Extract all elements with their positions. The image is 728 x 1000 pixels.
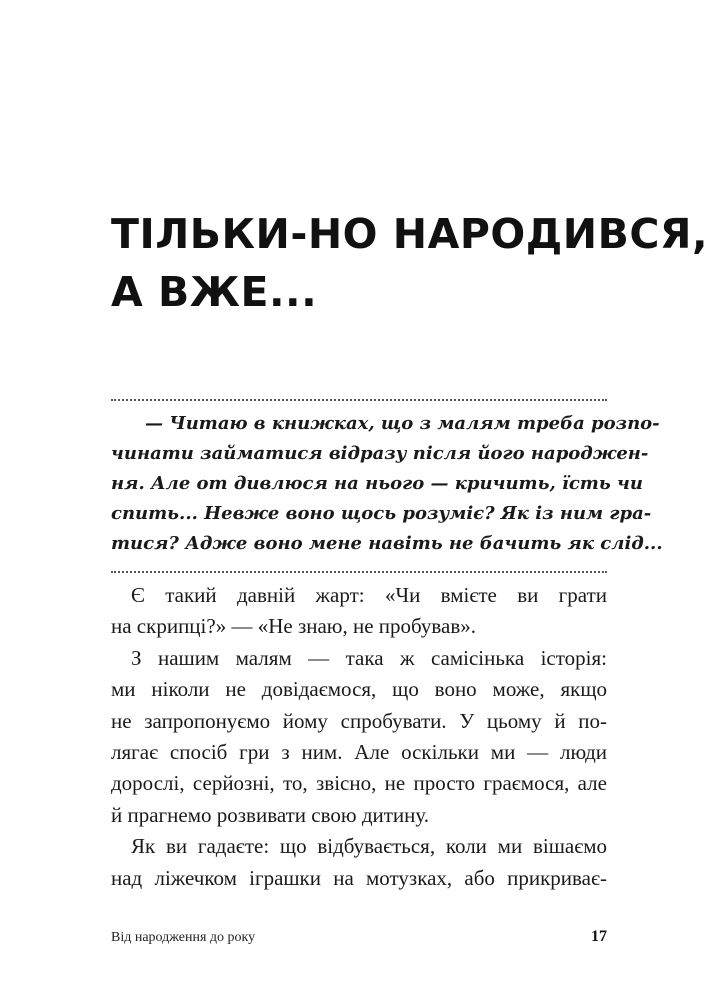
- epigraph-line: спить... Невже воно щось розуміє? Як із ним гра-: [111, 503, 652, 524]
- epigraph-line: ня. Але от дивлюся на нього — кричить, їсть чи: [111, 473, 643, 494]
- chapter-title-line: ТІЛЬКИ-НО НАРОДИВСЯ,: [111, 210, 709, 258]
- epigraph-line: чинати займатися відразу після його народжен-: [111, 443, 649, 464]
- body-text: [111, 580, 607, 894]
- epigraph-top-divider: [111, 399, 607, 401]
- body-line: дорослі, серйозні, то, звісно, не просто граємося, але: [111, 771, 607, 796]
- body-line: З нашим малям — така ж самісінька історія:: [131, 645, 607, 670]
- body-line: ми ніколи не довідаємося, що воно може, якщо: [111, 677, 607, 702]
- body-line: на скрипці?» — «Не знаю, не пробував».: [111, 614, 477, 639]
- body-line: над ліжечком іграшки на мотузках, або прикриває-: [111, 865, 607, 890]
- body-line: не запропонуємо йому спробувати. У цьому й по-: [111, 708, 607, 733]
- body-line: Як ви гадаєте: що відбувається, коли ми вішаємо: [131, 834, 607, 859]
- epigraph-line: тися? Адже воно мене навіть не бачить як слід...: [111, 533, 663, 554]
- epigraph-quote: [111, 409, 663, 559]
- running-title: Від народження до року: [111, 930, 256, 945]
- chapter-title-line: А ВЖЕ...: [111, 268, 318, 316]
- chapter-title: [111, 205, 709, 321]
- epigraph-bottom-divider: [111, 571, 607, 573]
- body-line: лягає спосіб гри з ним. Але оскільки ми — люди: [111, 740, 607, 765]
- page-number: 17: [591, 928, 607, 945]
- epigraph-line: — Читаю в книжках, що з малям треба розпо-: [145, 413, 660, 434]
- body-line: Є такий давній жарт: «Чи вмієте ви грати: [131, 583, 607, 607]
- body-line: й прагнемо розвивати свою дитину.: [111, 802, 430, 827]
